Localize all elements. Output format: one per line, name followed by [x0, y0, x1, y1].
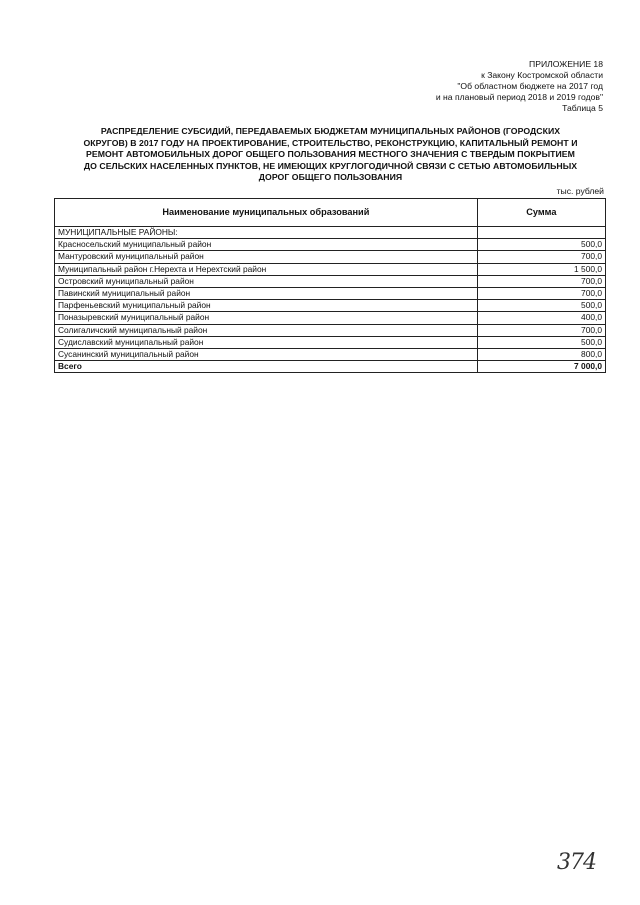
table-row	[55, 324, 606, 336]
header-sum: Сумма	[477, 199, 605, 227]
title-line: ОКРУГОВ) В 2017 ГОДУ НА ПРОЕКТИРОВАНИЕ, СТРОИТЕЛЬСТВО, РЕКОНСТРУКЦИЮ, КАПИТАЛЬНЫЙ РЕМОНТ И	[83, 137, 578, 148]
row-name: Муниципальный район г.Нерехта и Нерехтский район	[55, 263, 478, 275]
table-row	[55, 251, 606, 263]
row-name: Судиславский муниципальный район	[55, 336, 478, 348]
table-row	[55, 348, 606, 360]
row-sum: 700,0	[477, 275, 605, 287]
row-name: Сусанинский муниципальный район	[55, 348, 478, 360]
row-sum: 400,0	[477, 312, 605, 324]
table-header-row	[55, 199, 606, 227]
table-row	[55, 275, 606, 287]
total-label: Всего	[55, 361, 478, 373]
title-line: РАСПРЕДЕЛЕНИЕ СУБСИДИЙ, ПЕРЕДАВАЕМЫХ БЮДЖЕТАМ МУНИЦИПАЛЬНЫХ РАЙОНОВ (ГОРОДСКИХ	[100, 126, 561, 136]
section-sum-empty	[477, 227, 605, 239]
row-sum: 500,0	[477, 336, 605, 348]
row-name: Красносельский муниципальный район	[55, 239, 478, 251]
page-number: 374	[557, 850, 596, 875]
row-sum: 700,0	[477, 324, 605, 336]
section-row	[55, 227, 606, 239]
appendix-line: Таблица 5	[562, 103, 603, 113]
row-sum: 700,0	[477, 251, 605, 263]
table-row	[55, 300, 606, 312]
document-title	[48, 126, 613, 184]
table-row	[55, 239, 606, 251]
title-line: РЕМОНТ АВТОМОБИЛЬНЫХ ДОРОГ ОБЩЕГО ПОЛЬЗОВАНИЯ МЕСТНОГО ЗНАЧЕНИЯ С ТВЕРДЫМ ПОКРЫТИЕМ	[86, 149, 575, 160]
unit-label: тыс. рублей	[556, 186, 604, 196]
row-name: Мантуровский муниципальный район	[55, 251, 478, 263]
total-sum: 7 000,0	[477, 361, 605, 373]
row-name: Солигаличский муниципальный район	[55, 324, 478, 336]
row-sum: 1 500,0	[477, 263, 605, 275]
header-name: Наименование муниципальных образований	[55, 199, 478, 227]
appendix-line: к Закону Костромской области	[481, 70, 603, 80]
row-sum: 700,0	[477, 287, 605, 299]
appendix-line: и на плановый период 2018 и 2019 годов"	[435, 92, 603, 102]
total-row	[55, 361, 606, 373]
appendix-line: ПРИЛОЖЕНИЕ 18	[529, 59, 603, 69]
row-sum: 500,0	[477, 300, 605, 312]
appendix-header	[436, 59, 603, 114]
appendix-line: "Об областном бюджете на 2017 год	[457, 81, 603, 91]
table-row	[55, 312, 606, 324]
table-row	[55, 336, 606, 348]
row-sum: 800,0	[477, 348, 605, 360]
row-name: Поназыревский муниципальный район	[55, 312, 478, 324]
row-sum: 500,0	[477, 239, 605, 251]
section-label: МУНИЦИПАЛЬНЫЕ РАЙОНЫ:	[55, 227, 478, 239]
table-row	[55, 287, 606, 299]
title-line: ДОРОГ ОБЩЕГО ПОЛЬЗОВАНИЯ	[258, 172, 403, 183]
table-row	[55, 263, 606, 275]
row-name: Островский муниципальный район	[55, 275, 478, 287]
row-name: Парфеньевский муниципальный район	[55, 300, 478, 312]
title-line: ДО СЕЛЬСКИХ НАСЕЛЕННЫХ ПУНКТОВ, НЕ ИМЕЮЩИХ КРУГЛОГОДИЧНОЙ СВЯЗИ С СЕТЬЮ АВТОМОБИЛЬНЫХ	[83, 160, 578, 171]
row-name: Павинский муниципальный район	[55, 287, 478, 299]
subsidy-table	[54, 198, 606, 373]
